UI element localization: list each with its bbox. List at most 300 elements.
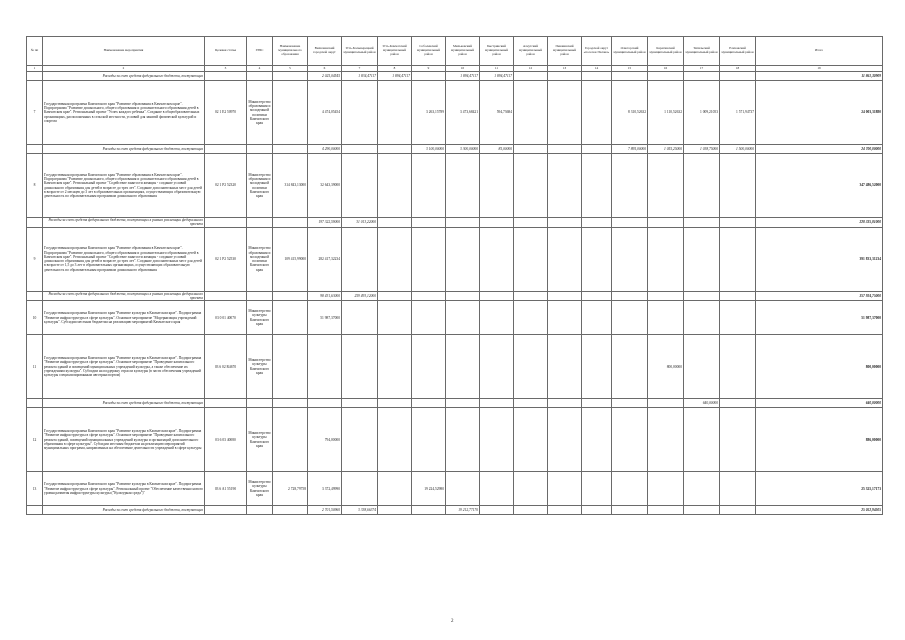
amount-cell: 2 025,04545 <box>308 72 342 81</box>
amount-cell <box>480 506 514 515</box>
amount-cell <box>273 506 308 515</box>
row-number: 10 <box>27 301 43 335</box>
amount-cell <box>446 408 480 472</box>
amount-cell <box>378 301 412 335</box>
amount-cell <box>612 301 648 335</box>
amount-cell: 51 987,37000 <box>308 301 342 335</box>
amount-cell <box>514 218 548 228</box>
program-description: Расходы за счет средств федерального бюджета, поступающих <box>43 399 205 408</box>
target-article <box>205 291 247 301</box>
amount-cell <box>378 145 412 154</box>
target-article <box>205 506 247 515</box>
amount-cell <box>412 506 446 515</box>
row-number: 11 <box>27 335 43 399</box>
amount-cell <box>548 154 582 218</box>
program-description: Государственная программа Камчатского края "Развитие образования в Камчатском крае". Подпрограмма "Развитие дошкольного, общего образования и дополнительного образования детей в Камчатском крае". Региональный проект "Содействие занятости женщин - создание условий дошкольного образования для детей в возрасте до трех лет". Создание дополнительных мест для детей в возрасте от 1,5 до 3 лет в образовательных организациях, осуществляющих образовательную деятельность по образовательным программам дошкольного образования <box>43 227 205 291</box>
amount-cell <box>514 145 548 154</box>
table-body <box>27 72 883 515</box>
amount-cell: 1 571,94737 <box>720 81 756 145</box>
amount-cell <box>412 408 446 472</box>
amount-cell: 4 474,05454 <box>308 81 342 145</box>
column-number: 6 <box>308 66 342 72</box>
program-description: Государственная программа Камчатского края "Развитие образования в Камчатском крае". Подпрограмма "Развитие дошкольного, общего образования и дополнительного образования детей в Камчатском крае". Региональный проект "Успех каждого ребенка". Создание в общеобразовательных организациях, расположенных в сельской местности, условий для занятий физической культурой и спортом <box>43 81 205 145</box>
target-article: 03 6 02 R4670 <box>205 335 247 399</box>
amount-cell <box>720 399 756 408</box>
amount-cell <box>720 154 756 218</box>
grbs-ministry <box>247 399 273 408</box>
amount-cell: 1 038,75000 <box>684 145 720 154</box>
amount-cell <box>342 408 378 472</box>
amount-cell <box>412 399 446 408</box>
amount-cell: 794,00000 <box>308 408 342 472</box>
amount-cell <box>684 506 720 515</box>
amount-cell <box>412 227 446 291</box>
column-header: Карагинский муниципальный район <box>648 37 684 66</box>
target-article: 03 6 A1 55190 <box>205 472 247 506</box>
amount-cell <box>378 227 412 291</box>
amount-cell: 3 338,66374 <box>342 506 378 515</box>
amount-cell <box>720 506 756 515</box>
amount-cell <box>720 408 756 472</box>
target-article <box>205 218 247 228</box>
column-header: Елизовский муниципальный район <box>720 37 756 66</box>
amount-cell: 32 643,39000 <box>308 154 342 218</box>
funding-subrow <box>27 72 883 81</box>
amount-cell <box>612 154 648 218</box>
amount-cell <box>273 218 308 228</box>
row-total: 347 486,52000 <box>756 154 883 218</box>
amount-cell: 1 834,47117 <box>342 72 378 81</box>
table-row <box>27 301 883 335</box>
amount-cell <box>273 301 308 335</box>
amount-cell <box>514 399 548 408</box>
amount-cell: 594,73684 <box>480 81 514 145</box>
amount-cell <box>720 291 756 301</box>
amount-cell <box>342 227 378 291</box>
amount-cell: 3 263,15789 <box>412 81 446 145</box>
row-total: 24 700,00000 <box>756 145 883 154</box>
amount-cell <box>514 301 548 335</box>
amount-cell <box>582 335 612 399</box>
row-number <box>27 218 43 228</box>
amount-cell <box>582 291 612 301</box>
amount-cell: 98 431,63000 <box>308 291 342 301</box>
target-article <box>205 145 247 154</box>
amount-cell: 1 500,00000 <box>720 145 756 154</box>
row-number <box>27 72 43 81</box>
amount-cell <box>342 301 378 335</box>
amount-cell <box>548 72 582 81</box>
amount-cell <box>514 291 548 301</box>
grbs-ministry <box>247 506 273 515</box>
budget-table <box>26 36 883 515</box>
grbs-ministry: Министерство образования и молодежной политики Камчатского края <box>247 227 273 291</box>
amount-cell <box>378 81 412 145</box>
amount-cell: 8 310,52632 <box>612 81 648 145</box>
amount-cell <box>684 301 720 335</box>
amount-cell <box>548 81 582 145</box>
column-header: Соболевский муниципальный район <box>412 37 446 66</box>
amount-cell <box>308 399 342 408</box>
amount-cell: 197 322,59000 <box>308 218 342 228</box>
row-total: 886,00000 <box>756 408 883 472</box>
column-number: 11 <box>480 66 514 72</box>
column-header: Алеутский муниципальный район <box>514 37 548 66</box>
column-number: 16 <box>648 66 684 72</box>
amount-cell: 3 372,49990 <box>308 472 342 506</box>
amount-cell <box>582 218 612 228</box>
header-row <box>27 37 883 66</box>
amount-cell: 3 473,68421 <box>446 81 480 145</box>
amount-cell: 314 843,13000 <box>273 154 308 218</box>
program-description: Расходы за счет средств федерального бюджета, поступающих в рамках реализации федерального проекта <box>43 218 205 228</box>
grbs-ministry <box>247 291 273 301</box>
amount-cell <box>548 291 582 301</box>
amount-cell: 31 013,22000 <box>342 218 378 228</box>
target-article: 03 6 03 40080 <box>205 408 247 472</box>
amount-cell <box>648 301 684 335</box>
amount-cell <box>412 335 446 399</box>
amount-cell <box>480 291 514 301</box>
amount-cell <box>480 227 514 291</box>
program-description: Государственная программа Камчатского края "Развитие культуры в Камчатском крае". Подпрограмма "Развитие инфраструктуры в сфере культуры". Основное мероприятие "Модернизация учреждений культуры". Субсидии местным бюджетам на реализацию мероприятий Камчатского края <box>43 301 205 335</box>
amount-cell: 1 894,47117 <box>378 72 412 81</box>
amount-cell <box>480 301 514 335</box>
target-article <box>205 399 247 408</box>
amount-cell: 3 100,00000 <box>412 145 446 154</box>
amount-cell: 1 009,21053 <box>684 81 720 145</box>
amount-cell <box>480 472 514 506</box>
amount-cell <box>648 399 684 408</box>
target-article: 02 1 P2 52530 <box>205 227 247 291</box>
amount-cell: 7 895,00000 <box>612 145 648 154</box>
amount-cell <box>548 145 582 154</box>
amount-cell <box>342 154 378 218</box>
amount-cell <box>378 154 412 218</box>
column-number: 18 <box>720 66 756 72</box>
amount-cell <box>548 506 582 515</box>
amount-cell: 2 728,79758 <box>273 472 308 506</box>
amount-cell <box>342 335 378 399</box>
row-total: 25 325,17173 <box>756 472 883 506</box>
amount-cell: 85,00000 <box>480 145 514 154</box>
program-description: Расходы за счет средств федерального бюджета, поступающих <box>43 506 205 515</box>
column-header: Тигильский муниципальный район <box>684 37 720 66</box>
amount-cell <box>342 145 378 154</box>
grbs-ministry: Министерство культуры Камчатского края <box>247 408 273 472</box>
amount-cell <box>548 227 582 291</box>
table-row <box>27 335 883 399</box>
row-number: 7 <box>27 81 43 145</box>
amount-cell <box>648 72 684 81</box>
amount-cell <box>684 335 720 399</box>
column-header: Наименование муниципального образования <box>273 37 308 66</box>
amount-cell <box>720 301 756 335</box>
table-row <box>27 408 883 472</box>
row-number <box>27 506 43 515</box>
funding-subrow <box>27 291 883 301</box>
amount-cell <box>684 472 720 506</box>
row-number: 13 <box>27 472 43 506</box>
amount-cell <box>648 227 684 291</box>
amount-cell <box>273 399 308 408</box>
amount-cell <box>612 472 648 506</box>
column-number: 8 <box>378 66 412 72</box>
amount-cell <box>684 72 720 81</box>
amount-cell <box>582 408 612 472</box>
amount-cell <box>648 472 684 506</box>
amount-cell <box>446 218 480 228</box>
amount-cell <box>273 408 308 472</box>
column-header: Усть-Большерецкий муниципальный район <box>342 37 378 66</box>
amount-cell <box>720 218 756 228</box>
program-description: Расходы за счет средств федерального бюджета, поступающих <box>43 72 205 81</box>
column-number: 12 <box>514 66 548 72</box>
amount-cell <box>446 154 480 218</box>
column-header: Итого <box>756 37 883 66</box>
amount-cell <box>582 145 612 154</box>
amount-cell <box>648 291 684 301</box>
amount-cell <box>548 301 582 335</box>
amount-cell <box>412 291 446 301</box>
amount-cell <box>378 399 412 408</box>
amount-cell <box>514 506 548 515</box>
amount-cell <box>342 81 378 145</box>
amount-cell <box>612 408 648 472</box>
amount-cell <box>480 408 514 472</box>
column-number: 17 <box>684 66 720 72</box>
amount-cell <box>412 218 446 228</box>
amount-cell: 640,00000 <box>684 399 720 408</box>
table-row <box>27 227 883 291</box>
column-number: 15 <box>612 66 648 72</box>
target-article: 03 0 01 40070 <box>205 301 247 335</box>
column-header: Мильковский муниципальный район <box>446 37 480 66</box>
funding-subrow <box>27 218 883 228</box>
column-number: 13 <box>548 66 582 72</box>
target-article: 02 1 E2 50970 <box>205 81 247 145</box>
amount-cell <box>582 154 612 218</box>
amount-cell <box>648 218 684 228</box>
amount-cell <box>446 291 480 301</box>
amount-cell <box>273 81 308 145</box>
amount-cell <box>514 72 548 81</box>
amount-cell <box>582 72 612 81</box>
column-number: 1 <box>27 66 43 72</box>
funding-subrow <box>27 145 883 154</box>
column-number: 7 <box>342 66 378 72</box>
row-total: 11 861,30909 <box>756 72 883 81</box>
amount-cell: 1 055,25000 <box>648 145 684 154</box>
column-number: 9 <box>412 66 446 72</box>
column-header: Быстринский муниципальный район <box>480 37 514 66</box>
amount-cell <box>612 72 648 81</box>
amount-cell <box>378 218 412 228</box>
row-total: 25 052,94505 <box>756 506 883 515</box>
column-number: 4 <box>247 66 273 72</box>
amount-cell <box>720 227 756 291</box>
amount-cell: 3 300,00000 <box>446 145 480 154</box>
row-total: 228 335,81000 <box>756 218 883 228</box>
amount-cell <box>378 472 412 506</box>
amount-cell <box>446 472 480 506</box>
amount-cell <box>446 399 480 408</box>
amount-cell <box>446 301 480 335</box>
amount-cell <box>514 472 548 506</box>
amount-cell <box>720 72 756 81</box>
amount-cell <box>684 218 720 228</box>
amount-cell <box>378 506 412 515</box>
column-header: Целевая статья <box>205 37 247 66</box>
amount-cell <box>480 335 514 399</box>
table-row <box>27 81 883 145</box>
target-article <box>205 72 247 81</box>
amount-cell <box>548 218 582 228</box>
amount-cell <box>648 408 684 472</box>
amount-cell <box>548 408 582 472</box>
grbs-ministry: Министерство культуры Камчатского края <box>247 472 273 506</box>
grbs-ministry <box>247 145 273 154</box>
amount-cell <box>582 506 612 515</box>
column-number: 19 <box>756 66 883 72</box>
column-header: Вилючинский городской округ <box>308 37 342 66</box>
amount-cell <box>378 291 412 301</box>
column-number: 3 <box>205 66 247 72</box>
amount-cell <box>273 291 308 301</box>
amount-cell <box>612 291 648 301</box>
row-total: 391 833,31234 <box>756 227 883 291</box>
amount-cell <box>582 399 612 408</box>
row-number: 8 <box>27 154 43 218</box>
row-number <box>27 291 43 301</box>
amount-cell <box>648 154 684 218</box>
column-header: Наименование мероприятия <box>43 37 205 66</box>
amount-cell <box>480 218 514 228</box>
amount-cell <box>514 81 548 145</box>
amount-cell <box>612 506 648 515</box>
column-header: ГРБС <box>247 37 273 66</box>
amount-cell: 1 894,47117 <box>480 72 514 81</box>
grbs-ministry: Министерство образования и молодежной политики Камчатского края <box>247 154 273 218</box>
row-total: 24 003,31880 <box>756 81 883 145</box>
row-number <box>27 399 43 408</box>
row-total: 800,00000 <box>756 335 883 399</box>
column-number: 2 <box>43 66 205 72</box>
grbs-ministry: Министерство культуры Камчатского края <box>247 335 273 399</box>
amount-cell <box>514 335 548 399</box>
amount-cell <box>480 399 514 408</box>
row-number <box>27 145 43 154</box>
column-number: 5 <box>273 66 308 72</box>
row-total: 51 987,37000 <box>756 301 883 335</box>
amount-cell <box>684 154 720 218</box>
grbs-ministry: Министерство образования и молодежной политики Камчатского края <box>247 81 273 145</box>
amount-cell: 2 701,50960 <box>308 506 342 515</box>
column-header: Олюторский муниципальный район <box>612 37 648 66</box>
amount-cell: 109 415,99000 <box>273 227 308 291</box>
program-description: Государственная программа Камчатского края "Развитие культуры в Камчатском крае". Подпрограмма "Развитие инфраструктуры в сфере культуры". Основное мероприятие "Проведение капитального ремонта зданий, помещений муниципальных учреждений культуры и организаций дополнительного образования в сфере культуры". Субсидии местным бюджетам на реализацию мероприятий муниципальных программ, направленных на обеспечение деятельности учреждений в сфере культуры <box>43 408 205 472</box>
amount-cell: 282 417,32234 <box>308 227 342 291</box>
row-number: 12 <box>27 408 43 472</box>
page-number: 2 <box>451 619 454 624</box>
amount-cell: 4 290,00000 <box>308 145 342 154</box>
amount-cell: 259 493,12000 <box>342 291 378 301</box>
amount-cell <box>648 506 684 515</box>
amount-cell <box>446 227 480 291</box>
program-description: Государственная программа Камчатского края "Развитие культуры в Камчатском крае". Подпрограмма "Развитие инфраструктуры в сфере культуры". Основное мероприятие "Проведение капитального ремонта зданий и помещений муниципальных учреждений культуры, а также обеспечение их учреждениям культуры". Субсидии на поддержку отрасли культуры (в части обеспечения учреждений культуры специализированным автотранспортом) <box>43 335 205 399</box>
table-row <box>27 472 883 506</box>
amount-cell <box>582 301 612 335</box>
amount-cell <box>612 218 648 228</box>
amount-cell <box>514 408 548 472</box>
amount-cell <box>273 72 308 81</box>
amount-cell <box>582 227 612 291</box>
amount-cell: 19 224,52980 <box>412 472 446 506</box>
amount-cell <box>273 145 308 154</box>
amount-cell <box>684 227 720 291</box>
column-header: Усть-Камчатский муниципальный район <box>378 37 412 66</box>
amount-cell <box>548 399 582 408</box>
amount-cell <box>612 399 648 408</box>
amount-cell: 800,00000 <box>648 335 684 399</box>
amount-cell <box>308 335 342 399</box>
amount-cell <box>412 301 446 335</box>
amount-cell <box>548 472 582 506</box>
amount-cell <box>342 472 378 506</box>
program-description: Расходы за счет средств федерального бюджета, поступающих <box>43 145 205 154</box>
amount-cell: 1 110,52632 <box>648 81 684 145</box>
target-article: 02 1 P2 52320 <box>205 154 247 218</box>
column-header: Городской округ «поселок Палана» <box>582 37 612 66</box>
column-number: 10 <box>446 66 480 72</box>
row-number: 9 <box>27 227 43 291</box>
amount-cell <box>720 472 756 506</box>
amount-cell <box>612 227 648 291</box>
program-description: Расходы за счет средств федерального бюджета, поступающих в рамках реализации федерального проекта <box>43 291 205 301</box>
column-header: Пенжинский муниципальный район <box>548 37 582 66</box>
amount-cell: 19 212,77170 <box>446 506 480 515</box>
column-number: 14 <box>582 66 612 72</box>
amount-cell <box>446 335 480 399</box>
program-description: Государственная программа Камчатского края "Развитие культуры в Камчатском крае". Подпрограмма "Развитие инфраструктуры в сфере культуры". Региональный проект "Обеспечение качественно нового уровня развития инфраструктуры культуры ("Культурная среда")" <box>43 472 205 506</box>
amount-cell <box>684 291 720 301</box>
funding-subrow <box>27 399 883 408</box>
grbs-ministry: Министерство культуры Камчатского края <box>247 301 273 335</box>
amount-cell <box>720 335 756 399</box>
program-description: Государственная программа Камчатского края "Развитие образования в Камчатском крае". Подпрограмма "Развитие дошкольного, общего образования и дополнительного образования детей в Камчатском крае". Региональный проект "Содействие занятости женщин - создание условий дошкольного образования для детей в возрасте до трех лет". Создание дополнительных мест для детей в возрасте от 2 месяцев до 3 лет в образовательных организациях, осуществляющих образовательную деятельность по образовательным программам дошкольного образования <box>43 154 205 218</box>
amount-cell <box>514 154 548 218</box>
row-total: 357 924,75000 <box>756 291 883 301</box>
grbs-ministry <box>247 72 273 81</box>
amount-cell <box>514 227 548 291</box>
amount-cell <box>684 408 720 472</box>
amount-cell <box>273 335 308 399</box>
amount-cell <box>548 335 582 399</box>
amount-cell <box>612 335 648 399</box>
table-row <box>27 154 883 218</box>
amount-cell <box>378 408 412 472</box>
amount-cell <box>412 154 446 218</box>
amount-cell <box>378 335 412 399</box>
amount-cell <box>412 72 446 81</box>
amount-cell <box>582 81 612 145</box>
funding-subrow <box>27 506 883 515</box>
amount-cell: 1 894,47117 <box>446 72 480 81</box>
amount-cell <box>582 472 612 506</box>
column-header: № пп <box>27 37 43 66</box>
amount-cell <box>342 399 378 408</box>
grbs-ministry <box>247 218 273 228</box>
